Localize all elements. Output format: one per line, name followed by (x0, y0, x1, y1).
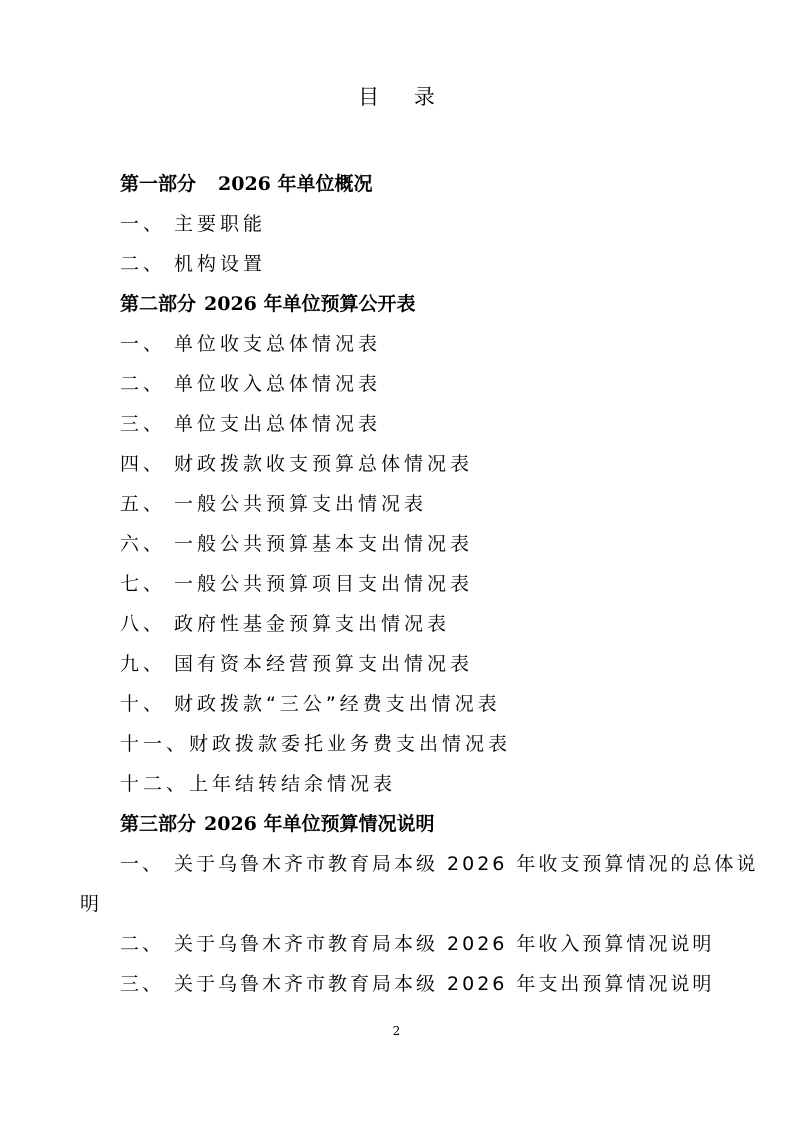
item-number: 七、 (120, 573, 167, 595)
item-text: 国有资本经营预算支出情况表 (174, 653, 474, 675)
item-text: 一般公共预算基本支出情况表 (174, 533, 474, 555)
part-label: 第三部分 (120, 813, 197, 835)
item-text: 财政拨款“三公”经费支出情况表 (174, 693, 501, 715)
table-of-contents (120, 164, 759, 1004)
item-number: 十一、 (120, 733, 190, 755)
toc-item[interactable] (120, 924, 730, 964)
item-text: 政府性基金预算支出情况表 (174, 613, 451, 635)
item-text: 一般公共预算支出情况表 (174, 493, 428, 515)
item-text: 主要职能 (174, 213, 267, 235)
item-number: 五、 (120, 493, 167, 515)
part-label: 第一部分 (120, 173, 197, 195)
item-text: 一般公共预算项目支出情况表 (174, 573, 474, 595)
part-label: 第二部分 (120, 293, 197, 315)
item-number: 一、 (120, 853, 165, 875)
item-number: 一、 (120, 213, 167, 235)
toc-item[interactable] (120, 524, 730, 564)
toc-item-wrap-line (120, 884, 730, 924)
part-title: 2026 年单位预算情况说明 (204, 813, 435, 835)
part-title: 2026 年单位概况 (218, 173, 373, 195)
toc-item[interactable] (120, 564, 730, 604)
toc-part-1-heading[interactable] (120, 164, 730, 204)
toc-item-text-continuation: 明 (80, 893, 100, 915)
toc-item[interactable] (120, 764, 730, 804)
item-text: 财政拨款收支预算总体情况表 (174, 453, 474, 475)
item-number: 十二、 (120, 773, 190, 795)
part-title: 2026 年单位预算公开表 (204, 293, 416, 315)
toc-item[interactable] (120, 644, 730, 684)
item-text: 单位收支总体情况表 (174, 333, 382, 355)
item-number: 六、 (120, 533, 167, 555)
toc-item[interactable] (120, 324, 730, 364)
toc-item[interactable] (120, 364, 730, 404)
toc-item[interactable] (120, 204, 730, 244)
item-text: 机构设置 (174, 253, 267, 275)
item-number: 一、 (120, 333, 167, 355)
toc-part-3-heading[interactable] (120, 804, 730, 844)
toc-item[interactable] (120, 724, 730, 764)
item-text: 关于乌鲁木齐市教育局本级 2026 年收支预算情况的总体说 (174, 853, 759, 875)
item-text: 关于乌鲁木齐市教育局本级 2026 年支出预算情况说明 (174, 973, 715, 995)
toc-item[interactable] (120, 964, 730, 1004)
item-number: 二、 (120, 253, 167, 275)
item-number: 二、 (120, 933, 165, 955)
item-number: 三、 (120, 973, 165, 995)
item-number: 八、 (120, 613, 167, 635)
item-text: 财政拨款委托业务费支出情况表 (189, 733, 512, 755)
toc-item[interactable] (120, 244, 730, 284)
item-text: 单位收入总体情况表 (174, 373, 382, 395)
item-text: 单位支出总体情况表 (174, 413, 382, 435)
toc-item[interactable] (120, 484, 730, 524)
toc-item[interactable] (120, 444, 730, 484)
item-number: 九、 (120, 653, 167, 675)
toc-part-2-heading[interactable] (120, 284, 730, 324)
toc-title: 目 录 (358, 85, 449, 109)
toc-item[interactable] (120, 604, 730, 644)
toc-item[interactable] (120, 844, 759, 884)
toc-item[interactable] (120, 684, 730, 724)
item-number: 十、 (120, 693, 167, 715)
item-number: 四、 (120, 453, 167, 475)
item-number: 三、 (120, 413, 167, 435)
toc-item[interactable] (120, 404, 730, 444)
item-text: 关于乌鲁木齐市教育局本级 2026 年收入预算情况说明 (174, 933, 715, 955)
item-text: 上年结转结余情况表 (189, 773, 397, 795)
item-number: 二、 (120, 373, 167, 395)
page-number: 2 (392, 1024, 401, 1038)
